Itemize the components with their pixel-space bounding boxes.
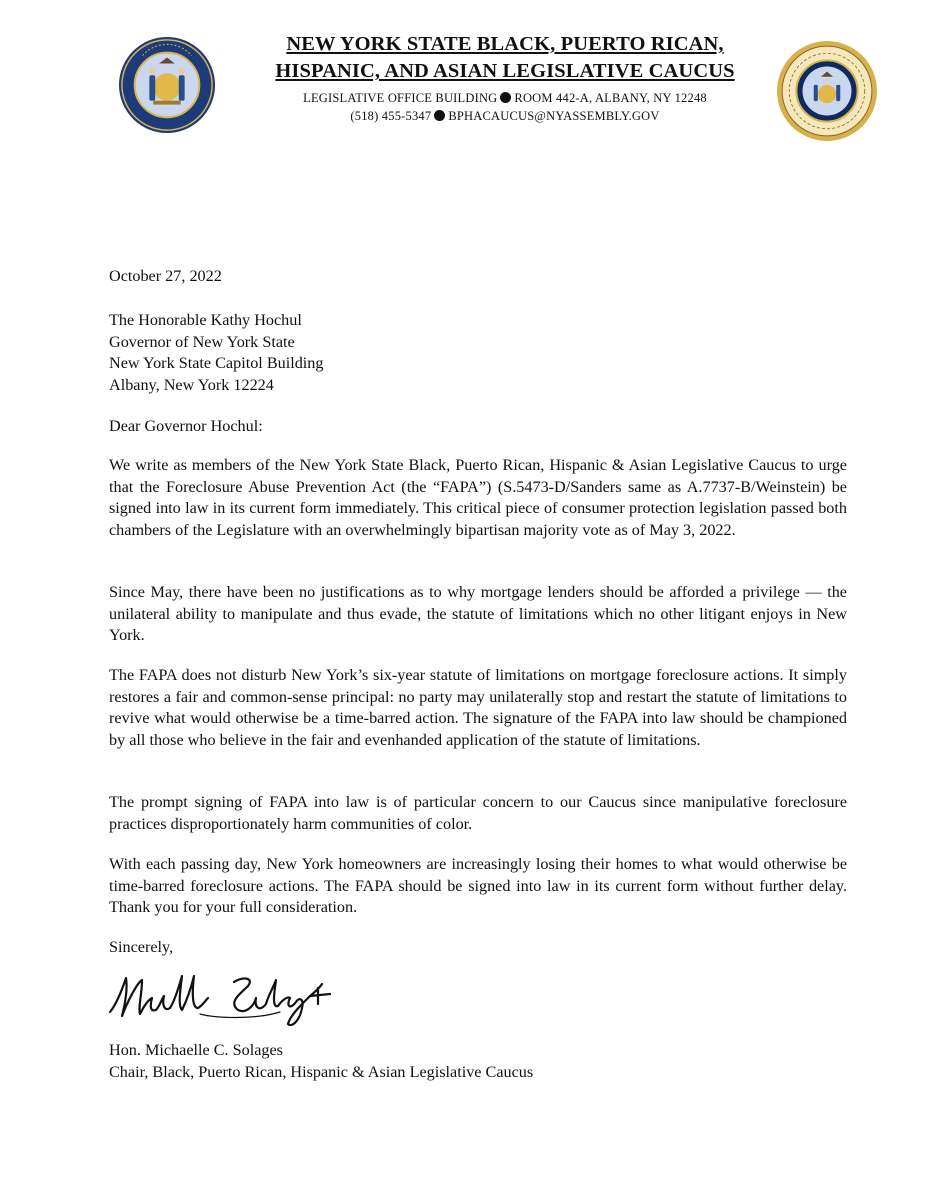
paragraph: Since May, there have been no justifications as to why mortgage lenders should be afforded a privilege — the unilateral ability to manipulate and thus evade, the statute of limitations which no other litigant enjoys in New York. (109, 583, 847, 645)
bullet-dot-icon (434, 110, 445, 121)
signer-title: Chair, Black, Puerto Rican, Hispanic & Asian Legislative Caucus (109, 1062, 534, 1081)
signer-block (109, 1040, 847, 1083)
handwritten-signature (104, 962, 344, 1034)
paragraph: We write as members of the New York State Black, Puerto Rican, Hispanic & Asian Legislative Caucus to urge that the Foreclosure Abuse Prevention Act (the “FAPA”) (S.5473-D/Sanders same as A.7737-B/Weinstein) be signed into law in its current form immediately. This critical piece of consumer protection legislation passed both chambers of the Legislature with an overwhelmingly bipartisan majority vote as of May 3, 2022. (109, 456, 847, 539)
office-address (230, 92, 780, 105)
letterhead (0, 0, 927, 150)
building-name: LEGISLATIVE OFFICE BUILDING (303, 91, 498, 105)
closing: Sincerely, (109, 938, 174, 956)
phone-number: (518) 455-5347 (350, 109, 432, 123)
paragraph: With each passing day, New York homeowners are increasingly losing their homes to what would otherwise be time-barred foreclosure actions. The FAPA should be signed into law in its current form without further delay. Thank you for your full consideration. (109, 855, 847, 917)
recipient-line: The Honorable Kathy Hochul (109, 311, 302, 329)
recipient-address (109, 310, 847, 396)
caucus-seal-icon (776, 40, 878, 142)
caucus-title-line2: HISPANIC, AND ASIAN LEGISLATIVE CAUCUS (275, 60, 735, 82)
great-seal-of-new-york-icon (118, 36, 216, 134)
recipient-line: Governor of New York State (109, 332, 295, 351)
paragraph: The FAPA does not disturb New York’s six-year statute of limitations on mortgage foreclosure actions. It simply restores a fair and common-sense principal: no party may unilaterally stop and restart the statute of limitations to revive what would otherwise be a time-barred action. The signature of the FAPA into law should be championed by all those who believe in the fair and evenhanded application of the statute of limitations. (109, 666, 847, 749)
recipient-line: New York State Capitol Building (109, 354, 324, 373)
salutation: Dear Governor Hochul: (109, 417, 263, 435)
letter-date: October 27, 2022 (109, 267, 222, 285)
paragraph: The prompt signing of FAPA into law is of particular concern to our Caucus since manipulative foreclosure practices disproportionately harm communities of color. (109, 793, 847, 833)
contact-line (230, 110, 780, 123)
caucus-title-line1: NEW YORK STATE BLACK, PUERTO RICAN, (286, 33, 724, 55)
room-address: ROOM 442-A, ALBANY, NY 12248 (514, 91, 707, 105)
bullet-dot-icon (500, 92, 511, 103)
recipient-line: Albany, New York 12224 (109, 375, 274, 394)
signer-name: Hon. Michaelle C. Solages (109, 1041, 283, 1059)
email-address: BPHACAUCUS@NYASSEMBLY.GOV (448, 109, 660, 123)
